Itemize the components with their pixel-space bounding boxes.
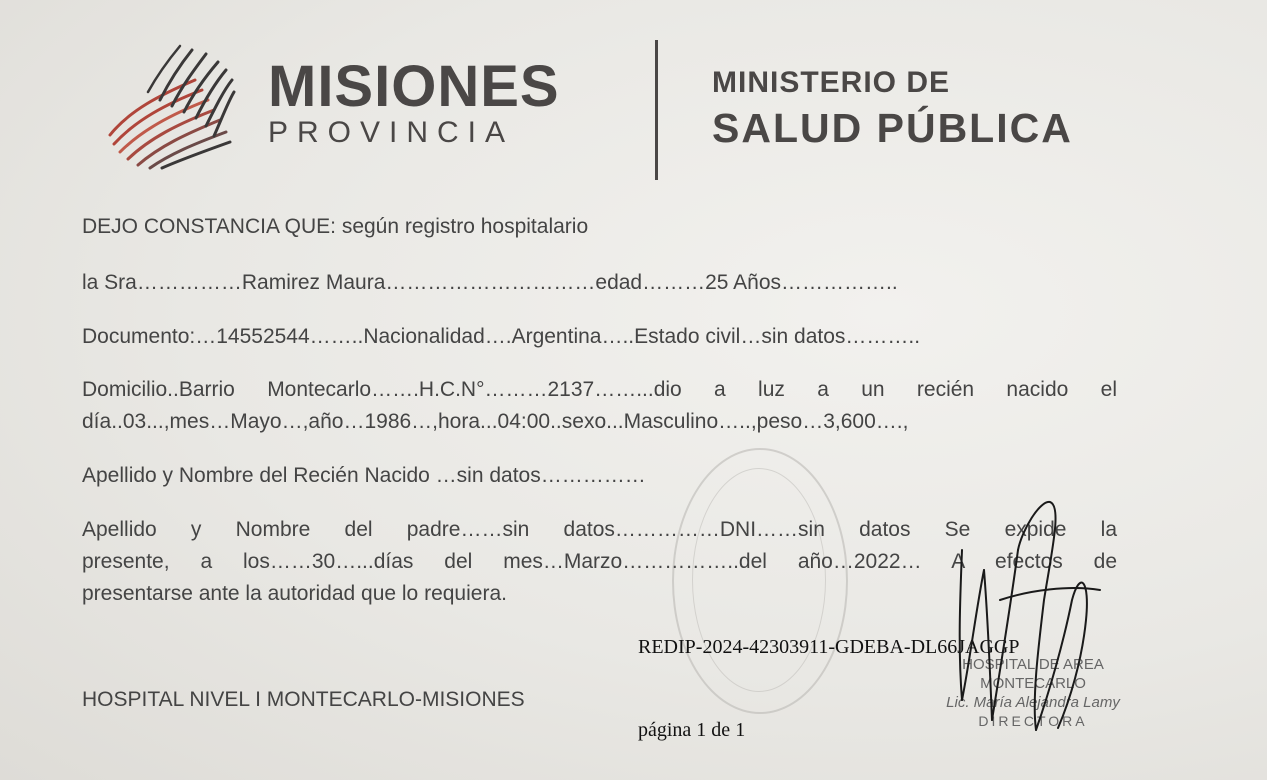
page-number: página 1 de 1 — [638, 719, 746, 741]
director-stamp-city: MONTECARLO — [980, 675, 1086, 692]
brand-subtitle: PROVINCIA — [268, 116, 515, 149]
newborn-name-line: Apellido y Nombre del Recién Nacido …sin datos…………… — [82, 464, 646, 487]
document-code: REDIP-2024-42303911-GDEBA-DL66JAGGP — [638, 636, 1020, 658]
patient-document-line: Documento:…14552544……..Nacionalidad….Argentina…..Estado civil…sin datos……….. — [82, 325, 921, 348]
director-stamp-hospital: HOSPITAL DE AREA — [962, 656, 1104, 673]
birth-details-line-1: Domicilio..Barrio Montecarlo…….H.C.N°………2137……...dio a luz a un recién nacido el — [82, 378, 1117, 401]
patient-name-line: la Sra……………Ramirez Maura…………………………edad………25 Años…………….. — [82, 271, 898, 294]
father-details-line-1: Apellido y Nombre del padre……sin datos……………DNI……sin datos Se expide la — [82, 518, 1117, 541]
ministry-name: SALUD PÚBLICA — [712, 105, 1073, 151]
director-stamp-name: Lic. María Alejandra Lamy — [946, 694, 1120, 711]
father-details-line-3: presentarse ante la autoridad que lo requiera. — [82, 582, 507, 605]
birth-details-line-2: día..03...,mes…Mayo…,año…1986…,hora...04:00..sexo...Masculino…..,peso…3,600…., — [82, 410, 909, 433]
director-stamp-role: DIRECTORA — [978, 713, 1088, 729]
certification-heading: DEJO CONSTANCIA QUE: según registro hospitalario — [82, 215, 589, 238]
header-divider — [655, 40, 658, 180]
hospital-name-footer: HOSPITAL NIVEL I MONTECARLO-MISIONES — [82, 688, 525, 711]
father-details-line-2: presente, a los……30…...días del mes…Marzo……………..del año…2022… A efectos de — [82, 550, 1117, 573]
ministry-label: MINISTERIO DE — [712, 66, 951, 99]
handwritten-signature-icon — [940, 490, 1110, 750]
brand-name: MISIONES — [268, 54, 560, 119]
misiones-fingerprint-logo-icon — [100, 40, 240, 170]
